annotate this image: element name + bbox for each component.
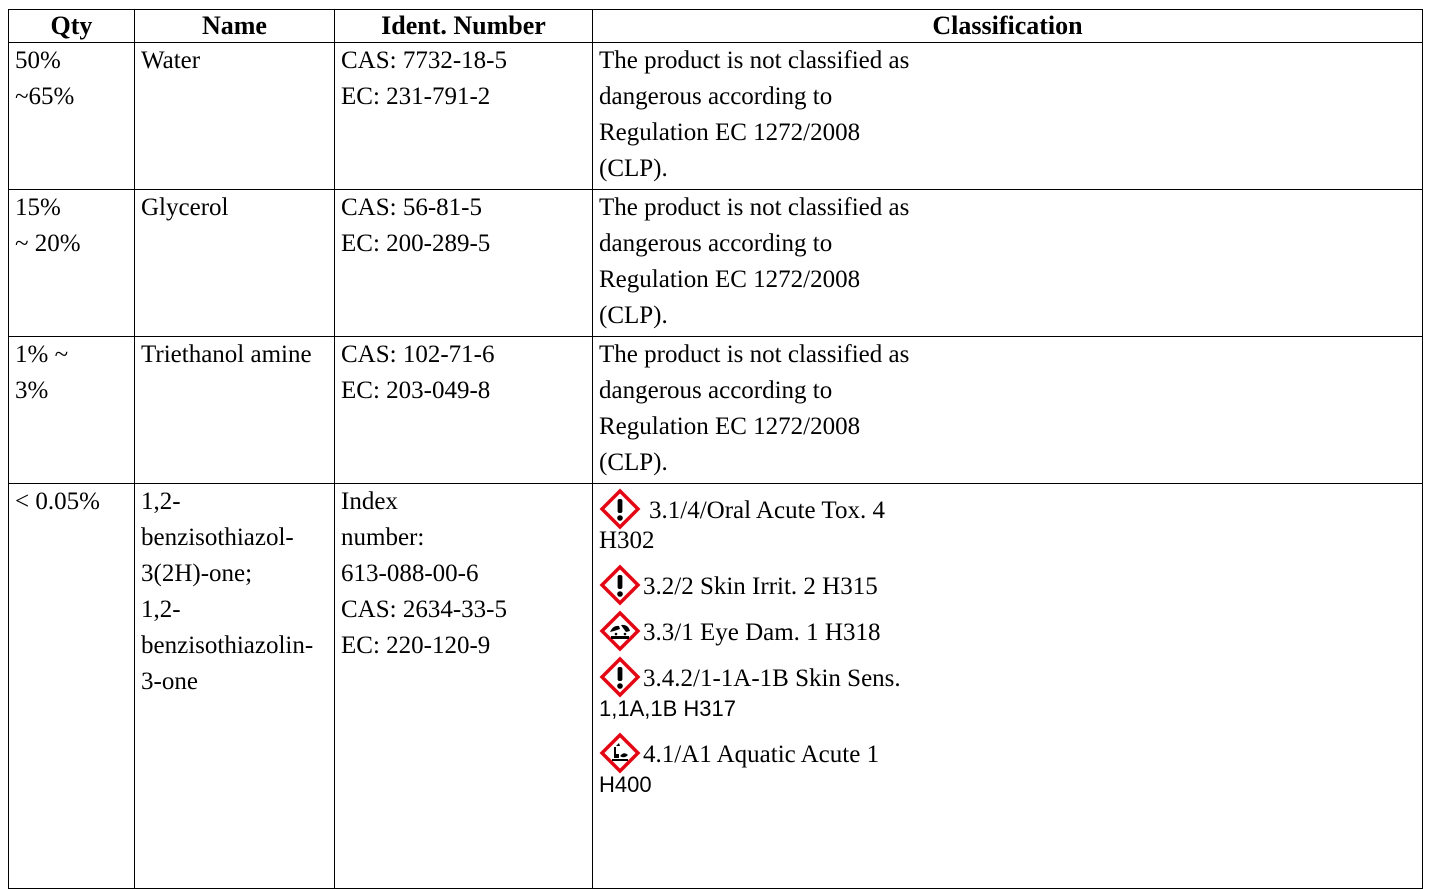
composition-table xyxy=(8,9,1423,889)
qty-line: 50% xyxy=(15,47,61,74)
header-qty: Qty xyxy=(9,10,135,43)
ident-line: Index xyxy=(341,488,398,515)
hazard-entry xyxy=(599,564,1422,602)
cell-qty xyxy=(9,484,135,889)
ident-line: number: xyxy=(341,524,425,551)
cell-classification xyxy=(593,484,1423,889)
hazard-entry xyxy=(599,656,1422,724)
hazard-text-cont: H302 xyxy=(599,527,655,554)
hazard-entry xyxy=(599,610,1422,648)
qty-line: 15% xyxy=(15,194,61,221)
ident-line: EC: 200-289-5 xyxy=(341,230,491,257)
classification-line: dangerous according to xyxy=(599,83,833,110)
cell-ident-number xyxy=(335,43,593,190)
cell-name xyxy=(135,337,335,484)
ghs07-exclamation-icon xyxy=(599,564,641,606)
cell-qty xyxy=(9,337,135,484)
table-row xyxy=(9,190,1423,337)
header-ident-number: Ident. Number xyxy=(335,10,593,43)
classification-line: Regulation EC 1272/2008 xyxy=(599,413,861,440)
cell-classification xyxy=(593,337,1423,484)
hazard-entry xyxy=(599,484,1422,556)
cell-qty xyxy=(9,43,135,190)
classification-line: dangerous according to xyxy=(599,230,833,257)
name-line: benzisothiazol- xyxy=(141,524,294,551)
ident-line: CAS: 2634-33-5 xyxy=(341,596,507,623)
classification-line: Regulation EC 1272/2008 xyxy=(599,266,861,293)
cell-ident-number xyxy=(335,337,593,484)
name-line: benzisothiazolin- xyxy=(141,632,314,659)
qty-line: ~ 20% xyxy=(15,230,81,257)
classification-line: (CLP). xyxy=(599,155,668,182)
name-line: 3-one xyxy=(141,668,198,695)
classification-line: Regulation EC 1272/2008 xyxy=(599,119,861,146)
ident-line: EC: 231-791-2 xyxy=(341,83,491,110)
cell-classification xyxy=(593,190,1423,337)
cell-ident-number xyxy=(335,484,593,889)
classification-line: (CLP). xyxy=(599,302,668,329)
hazard-text-cont: H400 xyxy=(599,772,652,797)
ghs09-environment-icon xyxy=(599,732,641,774)
name-line: Water xyxy=(141,47,201,74)
ident-line: CAS: 102-71-6 xyxy=(341,341,495,368)
header-classification: Classification xyxy=(593,10,1423,43)
name-line: Triethanol amine xyxy=(141,341,312,368)
cell-classification xyxy=(593,43,1423,190)
cell-name xyxy=(135,190,335,337)
qty-line: 3% xyxy=(15,377,49,404)
qty-line: 1% ~ xyxy=(15,341,69,368)
header-name: Name xyxy=(135,10,335,43)
hazard-text: 3.2/2 Skin Irrit. 2 H315 xyxy=(643,573,878,600)
cell-name xyxy=(135,484,335,889)
classification-line: The product is not classified as xyxy=(599,47,910,74)
classification-line: The product is not classified as xyxy=(599,341,910,368)
ghs05-corrosion-icon xyxy=(599,610,641,652)
name-line: 1,2- xyxy=(141,596,181,623)
hazard-entry xyxy=(599,732,1422,800)
cell-name xyxy=(135,43,335,190)
hazard-text-cont: 1,1A,1B H317 xyxy=(599,696,736,721)
hazard-text: 3.4.2/1-1A-1B Skin Sens. xyxy=(643,665,901,692)
ghs07-exclamation-icon xyxy=(599,656,641,698)
hazard-text: 3.1/4/Oral Acute Tox. 4 xyxy=(649,497,885,524)
classification-line: dangerous according to xyxy=(599,377,833,404)
table-header-row xyxy=(9,10,1423,43)
table-row xyxy=(9,43,1423,190)
table-row xyxy=(9,484,1423,889)
hazard-text: 4.1/A1 Aquatic Acute 1 xyxy=(643,741,880,768)
ident-line: EC: 203-049-8 xyxy=(341,377,491,404)
ident-line: 613-088-00-6 xyxy=(341,560,479,587)
hazard-text: 3.3/1 Eye Dam. 1 H318 xyxy=(643,619,881,646)
cell-ident-number xyxy=(335,190,593,337)
ident-line: CAS: 7732-18-5 xyxy=(341,47,507,74)
qty-line: < 0.05% xyxy=(15,488,100,515)
ghs07-exclamation-icon xyxy=(599,488,641,530)
table-row xyxy=(9,337,1423,484)
ident-line: CAS: 56-81-5 xyxy=(341,194,482,221)
classification-line: (CLP). xyxy=(599,449,668,476)
cell-qty xyxy=(9,190,135,337)
qty-line: ~65% xyxy=(15,83,75,110)
classification-line: The product is not classified as xyxy=(599,194,910,221)
name-line: 1,2- xyxy=(141,488,181,515)
name-line: 3(2H)-one; xyxy=(141,560,253,587)
name-line: Glycerol xyxy=(141,194,229,221)
ident-line: EC: 220-120-9 xyxy=(341,632,491,659)
